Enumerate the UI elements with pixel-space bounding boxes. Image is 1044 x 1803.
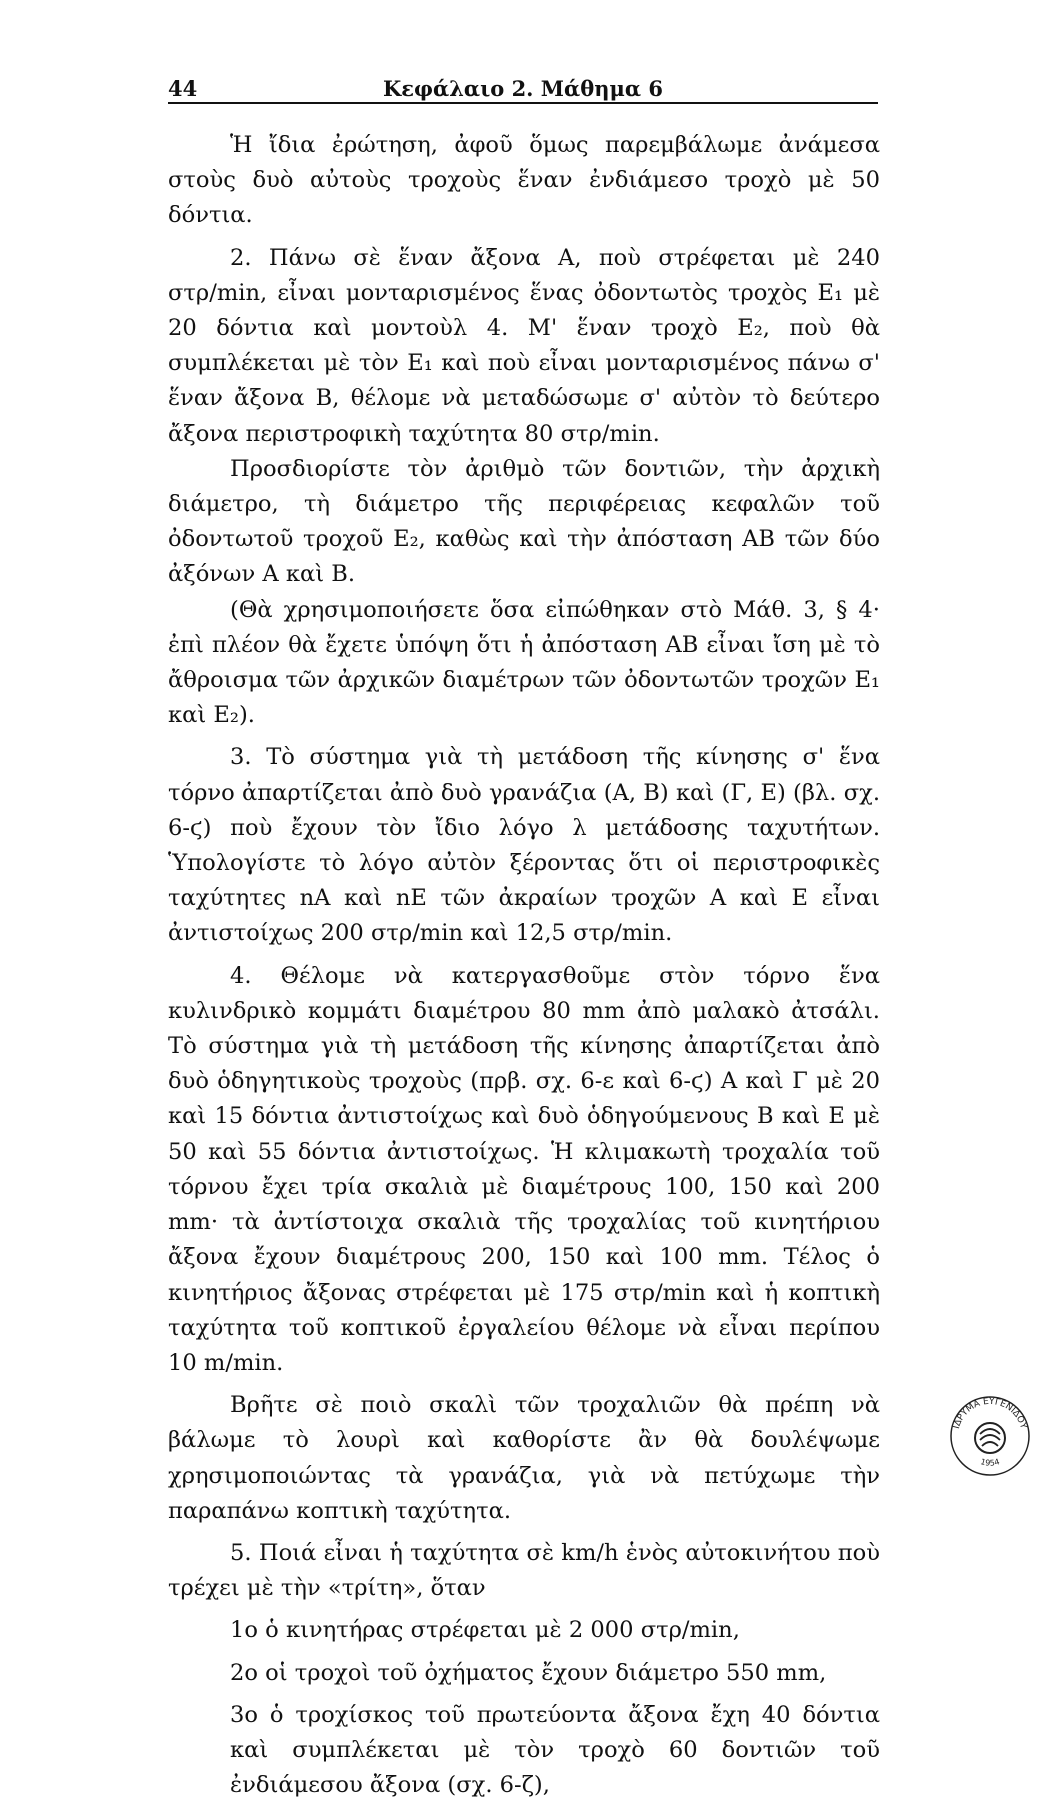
exercise-5: 5. Ποιά εἶναι ἡ ταχύτητα σὲ km/h ἑνὸς αὐτοκινήτου ποὺ τρέχει μὲ τὴν «τρίτη», ὅταν [168, 1539, 880, 1602]
running-title: Κεφάλαιο 2. Μάθημα 6 [383, 76, 663, 101]
exercise-2: 2. Πάνω σὲ ἕναν ἄξονα Α, ποὺ στρέφεται μὲ 240 στρ/min, εἶναι μονταρισμένος ἕνας ὀδοντωτὸς τροχὸς Ε₁ μὲ 20 δόντια καὶ μοντοὺλ 4. Μ' ἕναν τροχὸ Ε₂, ποὺ θὰ συμπλέκεται μὲ τὸν Ε₁ καὶ ποὺ εἶναι μονταρισμένος πάνω σ' ἕναν ἄξονα Β, θέλομε νὰ μεταδώσωμε σ' αὐτὸν τὸ δεύτερο ἄξονα περιστροφικὴ ταχύτητα 80 στρ/min. [168, 244, 880, 447]
page-number: 44 [168, 76, 198, 101]
page-header [168, 72, 878, 104]
exercise-4-question: Βρῆτε σὲ ποιὸ σκαλὶ τῶν τροχαλιῶν θὰ πρέπη νὰ βάλωμε τὸ λουρὶ καὶ καθορίστε ἂν θὰ δουλέψωμε χρησιμοποιώντας τὰ γρανάζια, γιὰ νὰ πετύχωμε τὴν παραπάνω κοπτικὴ ταχύτητα. [168, 1392, 880, 1524]
page-body [168, 128, 880, 1803]
paragraph-intro: Ἡ ἴδια ἐρώτηση, ἀφοῦ ὅμως παρεμβάλωμε ἀνάμεσα στοὺς δυὸ αὐτοὺς τροχοὺς ἕναν ἐνδιάμεσο τροχὸ μὲ 50 δόντια. [168, 132, 880, 229]
exercise-4: 4. Θέλομε νὰ κατεργασθοῦμε στὸν τόρνο ἕνα κυλινδρικὸ κομμάτι διαμέτρου 80 mm ἀπὸ μαλακὸ ἀτσάλι. Τὸ σύστημα γιὰ τὴ μετάδοση τῆς κίνησης ἀπαρτίζεται ἀπὸ δυὸ ὁδηγητικοὺς τροχοὺς (πρβ. σχ. 6-ε καὶ 6-ϛ) Α καὶ Γ μὲ 20 καὶ 15 δόντια ἀντιστοίχως καὶ δυὸ ὁδηγούμενους Β καὶ Ε μὲ 50 καὶ 55 δόντια ἀντιστοίχως. Ἡ κλιμακωτὴ τροχαλία τοῦ τόρνου ἔχει τρία σκαλιὰ μὲ διαμέτρους 100, 150 καὶ 200 mm· τὰ ἀντίστοιχα σκαλιὰ τῆς τροχαλίας τοῦ κινητήριου ἄξονα ἔχουν διαμέτρους 200, 150 καὶ 100 mm. Τέλος ὁ κινητήριος ἄξονας στρέφεται μὲ 175 στρ/min καὶ ἡ κοπτικὴ ταχύτητα τοῦ κοπτικοῦ ἐργαλείου θέλομε νὰ εἶναι περίπου 10 m/min. [168, 962, 880, 1376]
seal-year: 1954 [979, 1457, 1001, 1468]
exercise-2-question: Προσδιορίστε τὸν ἀριθμὸ τῶν δοντιῶν, τὴν ἀρχικὴ διάμετρο, τὴ διάμετρο τῆς περιφέρειας κεφαλῶν τοῦ ὀδοντωτοῦ τροχοῦ Ε₂, καθὼς καὶ τὴν ἀπόσταση ΑΒ τῶν δύο ἀξόνων Α καὶ Β. [168, 455, 880, 588]
svg-text:1954 [979, 1457, 1000, 1468]
list-item: 2ο οἱ τροχοὶ τοῦ ὀχήματος ἔχουν διάμετρο 550 mm, [230, 1659, 827, 1686]
exercise-3: 3. Τὸ σύστημα γιὰ τὴ μετάδοση τῆς κίνησης σ' ἕνα τόρνο ἀπαρτίζεται ἀπὸ δυὸ γρανάζια (Α, Β) καὶ (Γ, Ε) (βλ. σχ. 6-ϛ) ποὺ ἔχουν τὸν ἴδιο λόγο λ μετάδοσης ταχυτήτων. Ὑπολογίστε τὸ λόγο αὐτὸν ξέροντας ὅτι οἱ περιστροφικὲς ταχύτητες nA καὶ nE τῶν ἀκραίων τροχῶν Α καὶ Ε εἶναι ἀντιστοίχως 200 στρ/min καὶ 12,5 στρ/min. [168, 744, 880, 947]
svg-text:ΙΔΡΥΜΑ ΕΥΓΕΝΙΔΟΥ [952, 1397, 1028, 1431]
foundation-seal-icon [948, 1394, 1032, 1478]
seal-label: ΙΔΡΥΜΑ ΕΥΓΕΝΙΔΟΥ [951, 1396, 1029, 1431]
list-item: 1ο ὁ κινητήρας στρέφεται μὲ 2 000 στρ/min, [230, 1617, 740, 1644]
exercise-2-hint: (Θὰ χρησιμοποιήσετε ὅσα εἰπώθηκαν στὸ Μάθ. 3, § 4· ἐπὶ πλέον θὰ ἔχετε ὑπόψη ὅτι ἡ ἀπόσταση ΑΒ εἶναι ἴση μὲ τὸ ἄθροισμα τῶν ἀρχικῶν διαμέτρων τῶν ὀδοντωτῶν τροχῶν Ε₁ καὶ Ε₂). [168, 596, 880, 729]
list-item: 3ο ὁ τροχίσκος τοῦ πρωτεύοντα ἄξονα ἔχη 40 δόντια καὶ συμπλέκεται μὲ τὸν τροχὸ 60 δοντιῶν τοῦ ἐνδιάμεσου ἄξονα (σχ. 6-ζ), [230, 1701, 880, 1799]
